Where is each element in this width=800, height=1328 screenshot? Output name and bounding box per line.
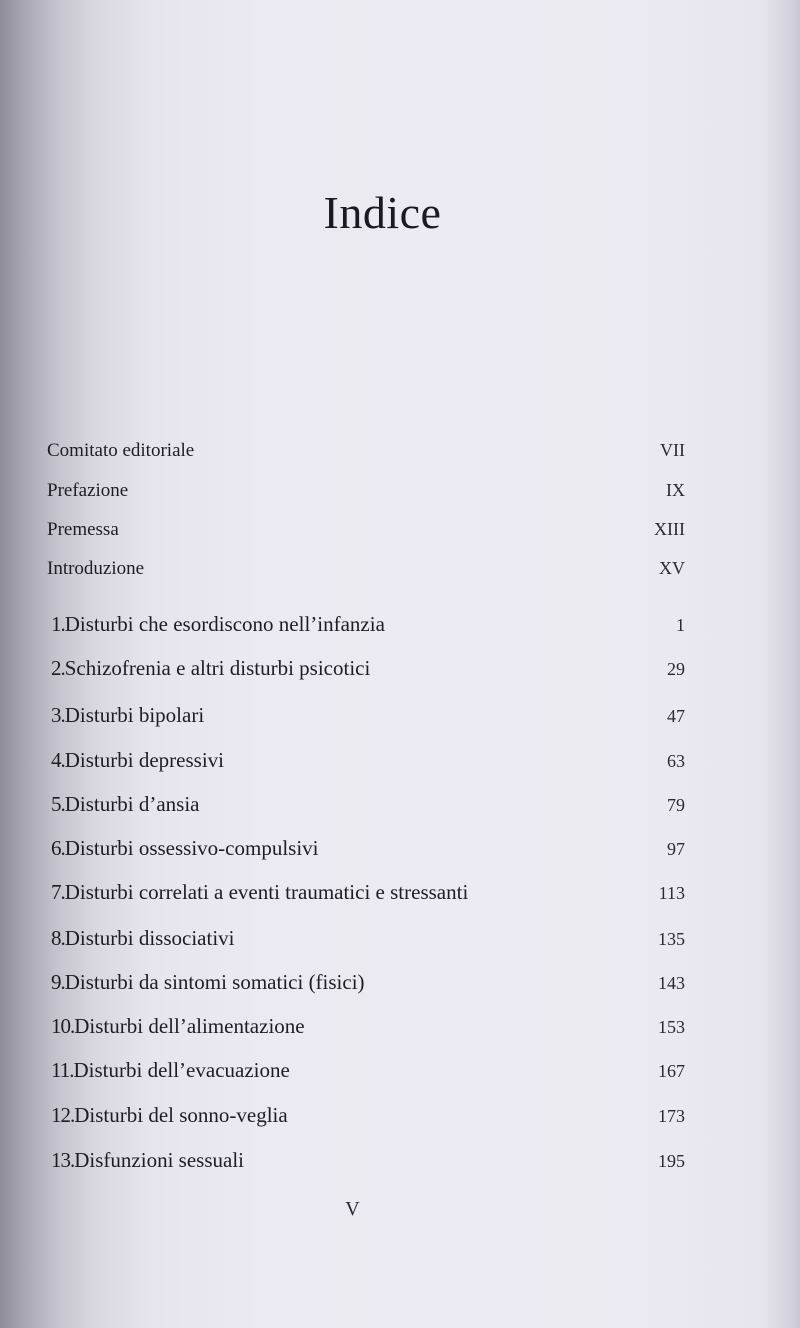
chapter-label: Disturbi del sonno-veglia (74, 1103, 288, 1127)
chapter-page: 113 (658, 883, 685, 903)
toc-chapter-9 (51, 970, 685, 995)
chapter-page: 167 (658, 1061, 685, 1081)
toc-chapter-8 (51, 926, 685, 951)
toc-chapter-5 (51, 792, 685, 817)
chapter-page: 143 (658, 973, 685, 993)
chapter-number: 1. (51, 612, 65, 636)
toc-chapter-13 (51, 1148, 685, 1173)
toc-chapter-7 (51, 880, 685, 905)
toc-chapter-10 (51, 1014, 685, 1039)
chapter-number: 12. (51, 1103, 75, 1127)
chapter-page: 1 (676, 615, 685, 635)
chapter-label: Disfunzioni sessuali (74, 1148, 244, 1172)
toc-entry-premessa (47, 519, 685, 541)
toc-chapter-3 (51, 703, 685, 728)
chapter-number: 8. (51, 926, 65, 950)
toc-entry-page: VII (660, 440, 685, 460)
toc-entry-label: Comitato editoriale (47, 440, 195, 461)
toc-entry-page: XV (659, 558, 685, 578)
chapter-label: Disturbi d’ansia (64, 792, 200, 816)
chapter-page: 63 (667, 751, 685, 771)
chapter-number: 10. (51, 1014, 75, 1038)
page-title: Indice (323, 187, 442, 238)
toc-entry-label: Premessa (47, 519, 119, 540)
chapter-number: 2. (51, 656, 65, 680)
chapter-label: Disturbi dell’evacuazione (73, 1058, 290, 1082)
toc-chapter-1 (51, 612, 685, 637)
toc-chapter-12 (51, 1103, 685, 1128)
chapter-page: 135 (658, 929, 685, 949)
chapter-number: 6. (51, 836, 65, 860)
chapter-number: 7. (51, 880, 65, 904)
toc-entry-page: IX (666, 480, 685, 500)
toc-chapter-6 (51, 836, 685, 861)
chapter-number: 11. (51, 1058, 74, 1082)
toc-chapter-11 (51, 1058, 685, 1083)
toc-entry-prefazione (47, 480, 685, 502)
chapter-number: 9. (51, 970, 65, 994)
chapter-label: Disturbi dissociativi (64, 926, 235, 950)
chapter-label: Schizofrenia e altri disturbi psicotici (64, 656, 371, 680)
toc-entry-label: Introduzione (47, 558, 145, 579)
chapter-label: Disturbi ossessivo-compulsivi (64, 836, 319, 860)
chapter-label: Disturbi bipolari (64, 703, 205, 727)
chapter-number: 4. (51, 748, 65, 772)
chapter-label: Disturbi correlati a eventi traumatici e stressanti (64, 880, 469, 904)
chapter-page: 79 (667, 795, 685, 815)
chapter-number: 5. (51, 792, 65, 816)
chapter-page: 29 (667, 659, 685, 679)
toc-entry-page: XIII (654, 519, 685, 539)
toc-chapter-2 (51, 656, 685, 681)
chapter-number: 13. (51, 1148, 75, 1172)
toc-entry-comitato-editoriale (47, 440, 685, 462)
chapter-page: 195 (658, 1151, 685, 1171)
page-number: V (345, 1198, 360, 1220)
toc-chapter-4 (51, 748, 685, 773)
chapter-label: Disturbi dell’alimentazione (74, 1014, 305, 1038)
chapter-label: Disturbi da sintomi somatici (fisici) (64, 970, 365, 994)
chapter-number: 3. (51, 703, 65, 727)
chapter-page: 47 (667, 706, 685, 726)
toc-entry-label: Prefazione (47, 480, 129, 501)
chapter-page: 97 (667, 839, 685, 859)
chapter-label: Disturbi che esordiscono nell’infanzia (64, 612, 385, 636)
chapter-page: 173 (658, 1106, 685, 1126)
toc-entry-introduzione (47, 558, 685, 580)
chapter-page: 153 (658, 1017, 685, 1037)
chapter-label: Disturbi depressivi (64, 748, 224, 772)
